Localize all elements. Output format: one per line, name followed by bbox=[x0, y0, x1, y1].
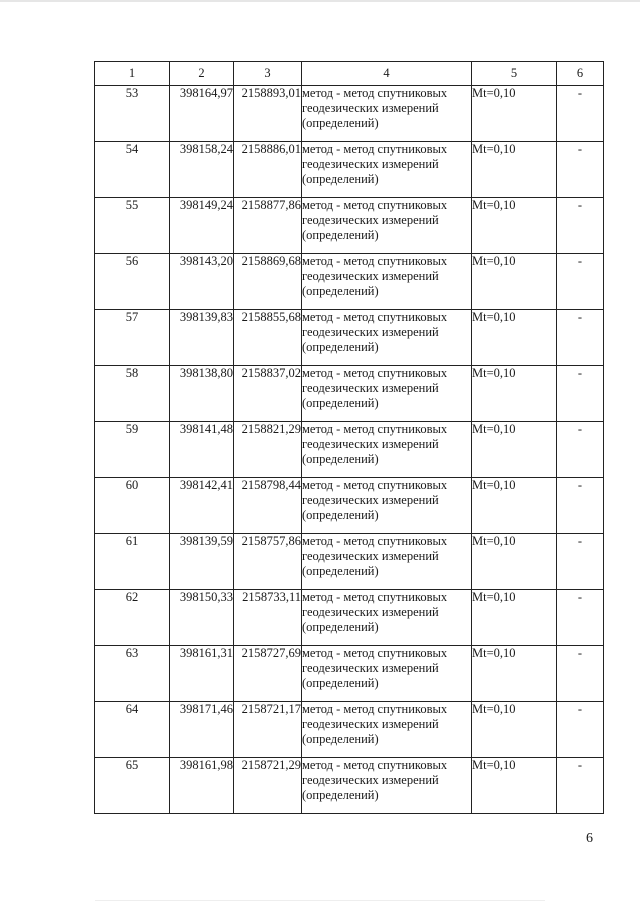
table-row bbox=[95, 478, 604, 534]
point-number: 64 bbox=[95, 702, 170, 758]
point-number: 59 bbox=[95, 422, 170, 478]
point-number: 65 bbox=[95, 758, 170, 814]
table-row bbox=[95, 534, 604, 590]
coord-x: 398161,98 bbox=[170, 758, 234, 814]
coord-x: 398139,83 bbox=[170, 310, 234, 366]
table-body bbox=[95, 86, 604, 814]
coord-y: 2158798,44 bbox=[234, 478, 302, 534]
accuracy-value: Mt=0,10 bbox=[472, 534, 557, 590]
point-number: 62 bbox=[95, 590, 170, 646]
accuracy-value: Mt=0,10 bbox=[472, 254, 557, 310]
note-value: - bbox=[557, 198, 604, 254]
table-row bbox=[95, 758, 604, 814]
accuracy-value: Mt=0,10 bbox=[472, 198, 557, 254]
header-col-3: 3 bbox=[234, 62, 302, 86]
coord-y: 2158757,86 bbox=[234, 534, 302, 590]
coord-x: 398158,24 bbox=[170, 142, 234, 198]
accuracy-value: Mt=0,10 bbox=[472, 366, 557, 422]
method-text: метод - метод спутниковых геодезических измерений (определений) bbox=[302, 310, 472, 366]
point-number: 53 bbox=[95, 86, 170, 142]
coord-y: 2158877,86 bbox=[234, 198, 302, 254]
method-text: метод - метод спутниковых геодезических измерений (определений) bbox=[302, 534, 472, 590]
method-text: метод - метод спутниковых геодезических измерений (определений) bbox=[302, 86, 472, 142]
coord-y: 2158721,17 bbox=[234, 702, 302, 758]
point-number: 55 bbox=[95, 198, 170, 254]
coord-y: 2158886,01 bbox=[234, 142, 302, 198]
point-number: 54 bbox=[95, 142, 170, 198]
coord-y: 2158893,01 bbox=[234, 86, 302, 142]
table-row bbox=[95, 142, 604, 198]
note-value: - bbox=[557, 702, 604, 758]
coord-x: 398164,97 bbox=[170, 86, 234, 142]
header-col-6: 6 bbox=[557, 62, 604, 86]
coord-x: 398143,20 bbox=[170, 254, 234, 310]
note-value: - bbox=[557, 86, 604, 142]
header-col-1: 1 bbox=[95, 62, 170, 86]
coord-x: 398141,48 bbox=[170, 422, 234, 478]
accuracy-value: Mt=0,10 bbox=[472, 422, 557, 478]
page-top-edge bbox=[0, 0, 640, 2]
note-value: - bbox=[557, 646, 604, 702]
note-value: - bbox=[557, 310, 604, 366]
point-number: 60 bbox=[95, 478, 170, 534]
table-row bbox=[95, 254, 604, 310]
note-value: - bbox=[557, 422, 604, 478]
method-text: метод - метод спутниковых геодезических измерений (определений) bbox=[302, 702, 472, 758]
note-value: - bbox=[557, 590, 604, 646]
point-number: 58 bbox=[95, 366, 170, 422]
table-header bbox=[95, 62, 604, 86]
header-col-4: 4 bbox=[302, 62, 472, 86]
point-number: 61 bbox=[95, 534, 170, 590]
header-row bbox=[95, 62, 604, 86]
note-value: - bbox=[557, 758, 604, 814]
coord-x: 398150,33 bbox=[170, 590, 234, 646]
coord-y: 2158733,11 bbox=[234, 590, 302, 646]
point-number: 63 bbox=[95, 646, 170, 702]
accuracy-value: Mt=0,10 bbox=[472, 702, 557, 758]
method-text: метод - метод спутниковых геодезических измерений (определений) bbox=[302, 422, 472, 478]
coord-x: 398161,31 bbox=[170, 646, 234, 702]
note-value: - bbox=[557, 478, 604, 534]
accuracy-value: Mt=0,10 bbox=[472, 310, 557, 366]
coord-y: 2158821,29 bbox=[234, 422, 302, 478]
point-number: 56 bbox=[95, 254, 170, 310]
method-text: метод - метод спутниковых геодезических измерений (определений) bbox=[302, 590, 472, 646]
table-row bbox=[95, 310, 604, 366]
coord-x: 398171,46 bbox=[170, 702, 234, 758]
coord-y: 2158855,68 bbox=[234, 310, 302, 366]
note-value: - bbox=[557, 534, 604, 590]
accuracy-value: Mt=0,10 bbox=[472, 86, 557, 142]
method-text: метод - метод спутниковых геодезических измерений (определений) bbox=[302, 142, 472, 198]
coord-y: 2158837,02 bbox=[234, 366, 302, 422]
table-row bbox=[95, 422, 604, 478]
table-row bbox=[95, 86, 604, 142]
method-text: метод - метод спутниковых геодезических измерений (определений) bbox=[302, 478, 472, 534]
coord-y: 2158727,69 bbox=[234, 646, 302, 702]
method-text: метод - метод спутниковых геодезических измерений (определений) bbox=[302, 254, 472, 310]
table-row bbox=[95, 646, 604, 702]
table-row bbox=[95, 702, 604, 758]
header-col-2: 2 bbox=[170, 62, 234, 86]
coord-x: 398149,24 bbox=[170, 198, 234, 254]
accuracy-value: Mt=0,10 bbox=[472, 646, 557, 702]
page-bottom-edge bbox=[95, 900, 545, 901]
point-number: 57 bbox=[95, 310, 170, 366]
accuracy-value: Mt=0,10 bbox=[472, 590, 557, 646]
accuracy-value: Mt=0,10 bbox=[472, 142, 557, 198]
coord-x: 398138,80 bbox=[170, 366, 234, 422]
method-text: метод - метод спутниковых геодезических измерений (определений) bbox=[302, 758, 472, 814]
table-row bbox=[95, 590, 604, 646]
coordinates-table bbox=[94, 61, 604, 814]
accuracy-value: Mt=0,10 bbox=[472, 758, 557, 814]
method-text: метод - метод спутниковых геодезических измерений (определений) bbox=[302, 366, 472, 422]
table-row bbox=[95, 366, 604, 422]
coord-y: 2158869,68 bbox=[234, 254, 302, 310]
table-row bbox=[95, 198, 604, 254]
coord-x: 398142,41 bbox=[170, 478, 234, 534]
note-value: - bbox=[557, 142, 604, 198]
header-col-5: 5 bbox=[472, 62, 557, 86]
accuracy-value: Mt=0,10 bbox=[472, 478, 557, 534]
method-text: метод - метод спутниковых геодезических измерений (определений) bbox=[302, 198, 472, 254]
method-text: метод - метод спутниковых геодезических измерений (определений) bbox=[302, 646, 472, 702]
note-value: - bbox=[557, 366, 604, 422]
page-number: 6 bbox=[586, 831, 593, 846]
note-value: - bbox=[557, 254, 604, 310]
coord-y: 2158721,29 bbox=[234, 758, 302, 814]
coord-x: 398139,59 bbox=[170, 534, 234, 590]
